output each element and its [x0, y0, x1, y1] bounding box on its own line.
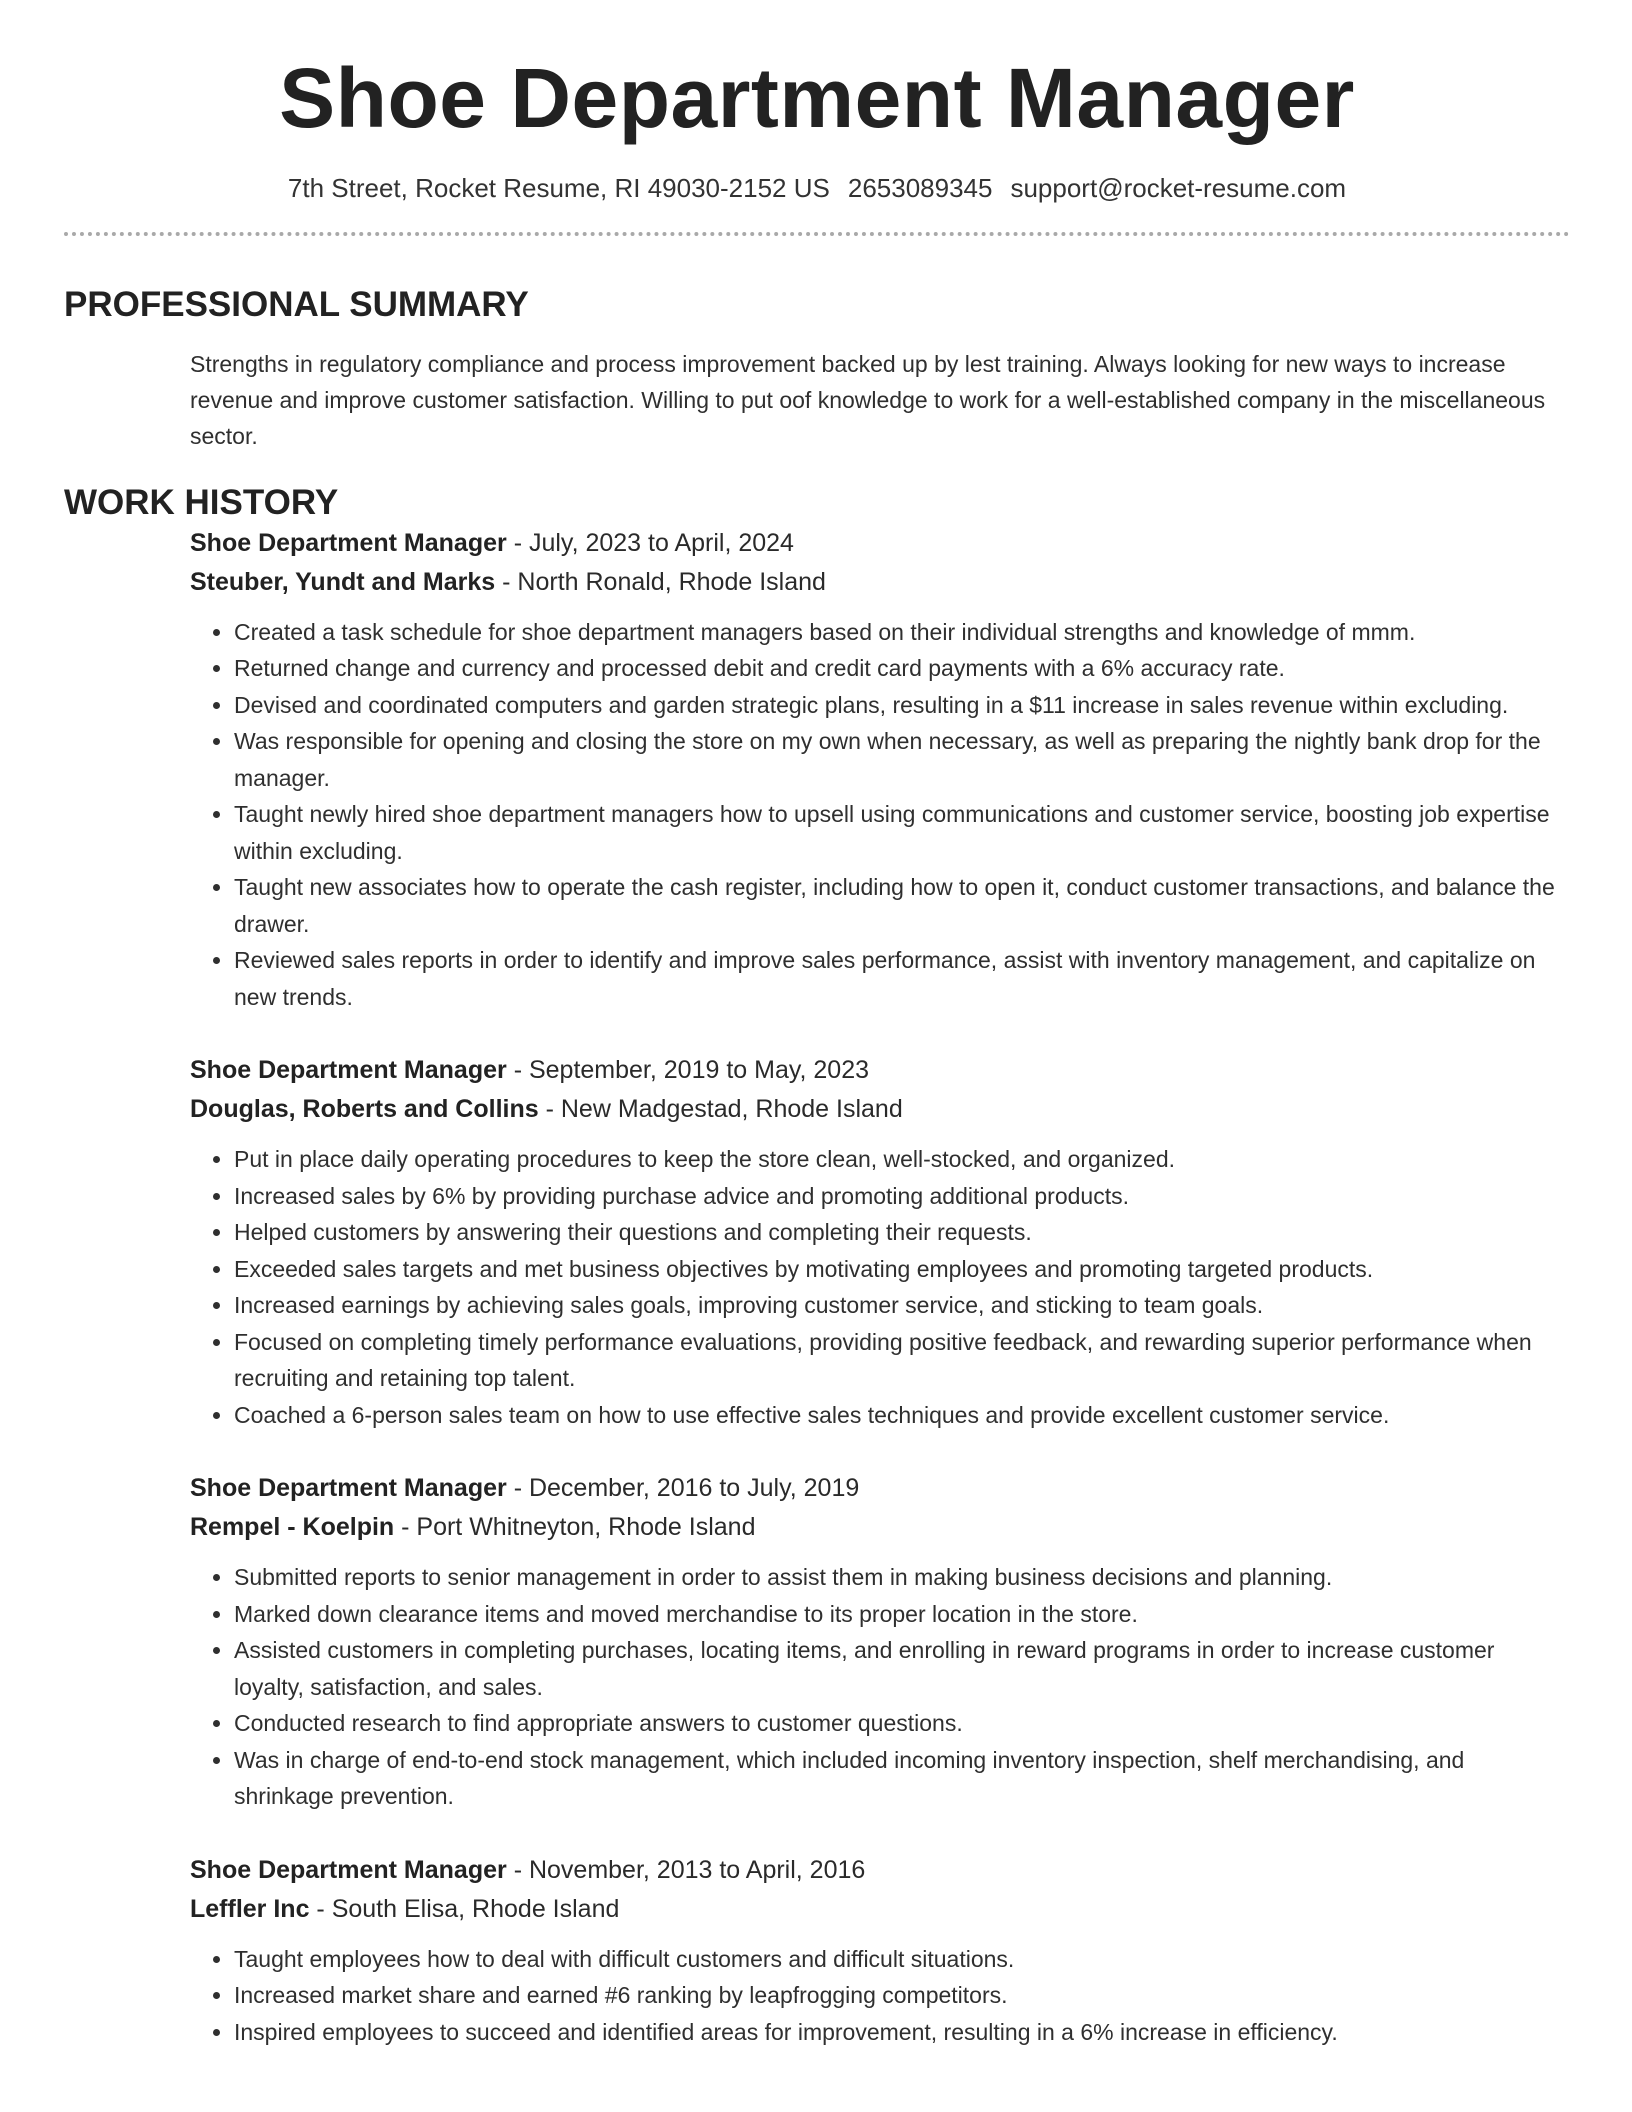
job-entry	[190, 524, 1570, 1016]
job-company-line	[190, 1090, 1570, 1129]
job-company: Steuber, Yundt and Marks	[190, 567, 496, 596]
job-location: - North Ronald, Rhode Island	[495, 567, 826, 596]
job-title-line	[190, 1051, 1570, 1090]
bullet-item: • Reviewed sales reports in order to identify and improve sales performance, assist with inventory management, and capitalize on new trends.	[234, 942, 1570, 1015]
contact-phone: 2653089345	[847, 172, 993, 203]
resume-name: Shoe Department Manager	[279, 51, 1355, 145]
job-company: Douglas, Roberts and Collins	[190, 1095, 539, 1124]
job-company-line	[190, 1890, 1570, 1929]
bullet-item: • Taught new associates how to operate the cash register, including how to open it, conduct customer transactions, and balance the drawer.	[234, 869, 1570, 942]
resume-page	[64, 50, 1570, 2050]
job-bullets	[190, 1941, 1570, 2051]
job-entry	[190, 1851, 1570, 2051]
job-company: Leffler Inc	[190, 1894, 310, 1923]
bullet-item: • Helped customers by answering their questions and completing their requests.	[234, 1214, 1570, 1251]
work-history-list	[64, 524, 1570, 2051]
bullet-item: • Focused on completing timely performance evaluations, providing positive feedback, and rewarding superior performance when recruiting and retaining top talent.	[234, 1324, 1570, 1397]
job-title-line	[190, 524, 1570, 563]
bullet-item: • Submitted reports to senior management in order to assist them in making business decisions and planning.	[234, 1559, 1570, 1596]
job-company: Rempel - Koelpin	[190, 1513, 395, 1542]
job-company-line	[190, 1508, 1570, 1547]
job-location: - Port Whitneyton, Rhode Island	[394, 1513, 756, 1542]
bullet-item: • Created a task schedule for shoe department managers based on their individual strengths and knowledge of mmm.	[234, 614, 1570, 651]
bullet-item: • Increased earnings by achieving sales goals, improving customer service, and sticking to team goals.	[234, 1287, 1570, 1324]
bullet-item: • Taught employees how to deal with difficult customers and difficult situations.	[234, 1941, 1570, 1978]
job-title: Shoe Department Manager	[190, 1855, 507, 1884]
job-entry	[190, 1051, 1570, 1433]
bullet-item: • Coached a 6-person sales team on how to use effective sales techniques and provide excellent customer service.	[234, 1397, 1570, 1434]
bullet-item: • Returned change and currency and processed debit and credit card payments with a 6% accuracy rate.	[234, 650, 1570, 687]
job-bullets	[190, 1559, 1570, 1815]
bullet-item: • Marked down clearance items and moved merchandise to its proper location in the store.	[234, 1596, 1570, 1633]
job-entry	[190, 1469, 1570, 1815]
bullet-item: • Increased market share and earned #6 ranking by leapfrogging competitors.	[234, 1977, 1570, 2014]
summary-heading: PROFESSIONAL SUMMARY	[64, 284, 529, 324]
bullet-item: • Conducted research to find appropriate answers to customer questions.	[234, 1705, 1570, 1742]
job-dates: - July, 2023 to April, 2024	[506, 528, 794, 557]
job-location: - New Madgestad, Rhode Island	[538, 1095, 903, 1124]
job-title: Shoe Department Manager	[190, 1474, 507, 1503]
bullet-item: • Devised and coordinated computers and garden strategic plans, resulting in a $11 increase in sales revenue within excluding.	[234, 687, 1570, 724]
summary-text: Strengths in regulatory compliance and process improvement backed up by lest training. Always looking for new ways to increase revenue and improve customer satisfaction. Willing to put oof knowledge to work for a well-established company in the miscellaneous sector.	[190, 350, 1546, 449]
contact-address: 7th Street, Rocket Resume, RI 49030-2152 US	[287, 172, 830, 203]
bullet-item: • Was in charge of end-to-end stock management, which included incoming inventory inspection, shelf merchandising, and shrinkage prevention.	[234, 1742, 1570, 1815]
job-title-line	[190, 1469, 1570, 1508]
job-bullets	[190, 1141, 1570, 1433]
bullet-item: • Inspired employees to succeed and identified areas for improvement, resulting in a 6% increase in efficiency.	[234, 2014, 1570, 2051]
job-dates: - November, 2013 to April, 2016	[506, 1855, 866, 1884]
job-bullets	[190, 614, 1570, 1016]
bullet-item: • Assisted customers in completing purchases, locating items, and enrolling in reward programs in order to increase customer loyalty, satisfaction, and sales.	[234, 1632, 1570, 1705]
job-title: Shoe Department Manager	[190, 528, 507, 557]
job-dates: - December, 2016 to July, 2019	[506, 1474, 860, 1503]
contact-email: support@rocket-resume.com	[1010, 172, 1347, 203]
work-history-heading: WORK HISTORY	[64, 482, 339, 522]
job-location: - South Elisa, Rhode Island	[309, 1894, 620, 1923]
header-divider	[64, 232, 1570, 236]
bullet-item: • Increased sales by 6% by providing purchase advice and promoting additional products.	[234, 1178, 1570, 1215]
job-title: Shoe Department Manager	[190, 1056, 507, 1085]
job-dates: - September, 2019 to May, 2023	[506, 1056, 870, 1085]
bullet-item: • Was responsible for opening and closing the store on my own when necessary, as well as preparing the nightly bank drop for the manager.	[234, 723, 1570, 796]
contact-line	[64, 173, 1570, 204]
bullet-item: • Put in place daily operating procedures to keep the store clean, well-stocked, and organized.	[234, 1141, 1570, 1178]
job-company-line	[190, 563, 1570, 602]
job-title-line	[190, 1851, 1570, 1890]
bullet-item: • Taught newly hired shoe department managers how to upsell using communications and customer service, boosting job expertise within excluding.	[234, 796, 1570, 869]
bullet-item: • Exceeded sales targets and met business objectives by motivating employees and promoting targeted products.	[234, 1251, 1570, 1288]
